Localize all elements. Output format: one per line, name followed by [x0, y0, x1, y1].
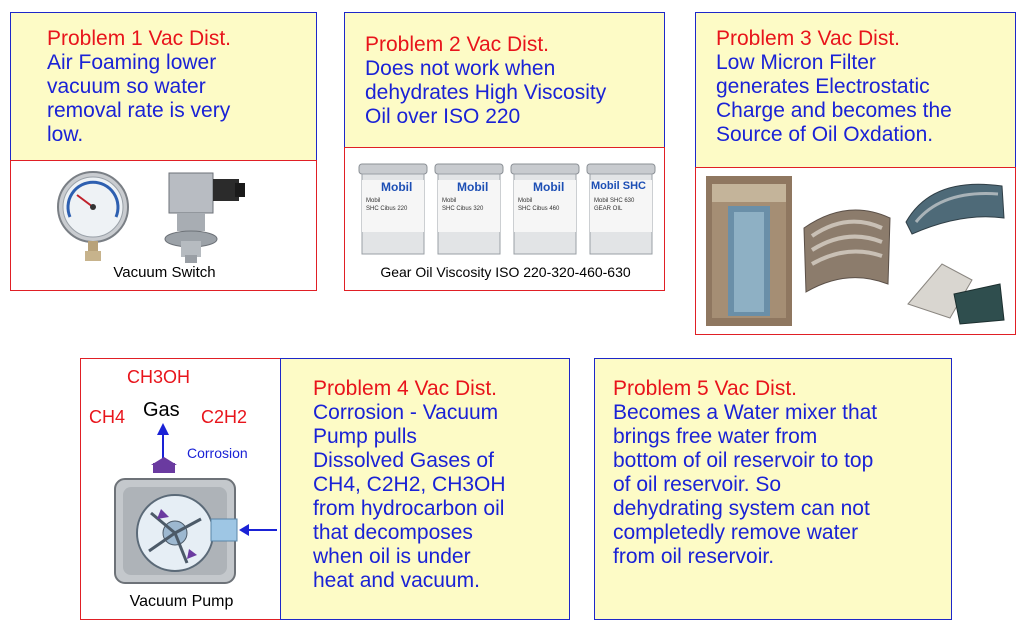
- problem-2-line-3: Oil over ISO 220: [365, 105, 521, 128]
- problem-3-text-panel: [695, 12, 1016, 168]
- problem-5-line-5: dehydrating system can not: [613, 497, 870, 520]
- vacuum-pump-icon: [101, 423, 281, 593]
- problem-3-line-4: Source of Oil Oxdation.: [716, 123, 934, 146]
- problem-5-title: Problem 5 Vac Dist.: [613, 377, 798, 400]
- problem-4-line-2: Pump pulls: [313, 425, 417, 448]
- problem-1-line-3: removal rate is very: [47, 99, 231, 122]
- corrosion-label: Corrosion: [187, 445, 248, 461]
- problem-5-line-1: Becomes a Water mixer that: [613, 401, 878, 424]
- problem-5-line-4: of oil reservoir. So: [613, 473, 782, 496]
- problem-4-line-8: heat and vacuum.: [313, 569, 480, 592]
- filter-media-icon: [902, 172, 1008, 236]
- bucket-4-line1: Mobil SHC 630: [594, 198, 635, 204]
- problem-4-diagram-panel: [80, 358, 281, 620]
- problem-4-title: Problem 4 Vac Dist.: [313, 377, 498, 400]
- problem-2-text-panel: [344, 12, 665, 148]
- vacuum-gauge-icon: [55, 169, 131, 265]
- problem-3-line-2: generates Electrostatic: [716, 75, 930, 98]
- problem-1-caption: Vacuum Switch: [113, 264, 216, 281]
- bucket-3-brand: Mobil: [533, 180, 565, 194]
- problem-1-line-4: low.: [47, 123, 84, 146]
- filter-fragments-icon: [902, 244, 1008, 328]
- oil-bucket-3: [509, 160, 581, 256]
- bucket-4-brand: Mobil SHC: [591, 180, 646, 192]
- problem-5-line-3: bottom of oil reservoir to top: [613, 449, 874, 472]
- problem-4-text-panel: [280, 358, 570, 620]
- problem-4-line-4: CH4, C2H2, CH3OH: [313, 473, 506, 496]
- bucket-2-brand: Mobil: [457, 180, 489, 194]
- problem-3-line-1: Low Micron Filter: [716, 51, 876, 74]
- vacuum-pump-caption: Vacuum Pump: [129, 593, 234, 610]
- filter-element-icon: [706, 176, 792, 326]
- problem-2-caption: Gear Oil Viscosity ISO 220-320-460-630: [380, 264, 631, 280]
- problem-1-image-panel: [10, 160, 317, 291]
- oil-bucket-4: [585, 160, 657, 256]
- problem-5-line-7: from oil reservoir.: [613, 545, 775, 568]
- bucket-1-line1: Mobil: [366, 198, 381, 204]
- problem-2-line-2: dehydrates High Viscosity: [365, 81, 607, 104]
- bucket-2-line2: SHC Cibus 320: [442, 206, 484, 212]
- vacuum-switch-icon: [151, 169, 251, 265]
- problem-3-image-panel: [695, 167, 1016, 335]
- bucket-1-line2: SHC Cibus 220: [366, 206, 408, 212]
- problem-1-title: Problem 1 Vac Dist.: [47, 27, 232, 50]
- problem-4-line-6: that decomposes: [313, 521, 473, 544]
- oil-bucket-1: [357, 160, 429, 256]
- damaged-filter-icon: [798, 188, 896, 298]
- oil-bucket-2: [433, 160, 505, 256]
- problem-1-text-panel: [10, 12, 317, 161]
- ch4-label: CH4: [89, 407, 126, 427]
- problem-4-line-7: when oil is under: [313, 545, 471, 568]
- ch3oh-label: CH3OH: [127, 367, 191, 387]
- bucket-2-line1: Mobil: [442, 198, 457, 204]
- problem-1-line-1: Air Foaming lower: [47, 51, 217, 74]
- problem-3-title: Problem 3 Vac Dist.: [716, 27, 901, 50]
- problem-5-line-6: completedly remove water: [613, 521, 859, 544]
- problem-2-title: Problem 2 Vac Dist.: [365, 33, 550, 56]
- problem-4-line-3: Dissolved Gases of: [313, 449, 494, 472]
- bucket-3-line1: Mobil: [518, 198, 533, 204]
- bucket-3-line2: SHC Cibus 460: [518, 206, 560, 212]
- bucket-1-brand: Mobil: [381, 180, 413, 194]
- problem-2-image-panel: [344, 147, 665, 291]
- problem-4-line-5: from hydrocarbon oil: [313, 497, 505, 520]
- gas-label: Gas: [143, 399, 180, 421]
- problem-3-line-3: Charge and becomes the: [716, 99, 952, 122]
- bucket-4-line2: GEAR OIL: [594, 206, 623, 212]
- problem-4-line-1: Corrosion - Vacuum: [313, 401, 499, 424]
- problem-5-line-2: brings free water from: [613, 425, 818, 448]
- c2h2-label: C2H2: [201, 407, 248, 427]
- problem-5-text-panel: [594, 358, 952, 620]
- problem-2-line-1: Does not work when: [365, 57, 556, 80]
- problem-1-line-2: vacuum so water: [47, 75, 206, 98]
